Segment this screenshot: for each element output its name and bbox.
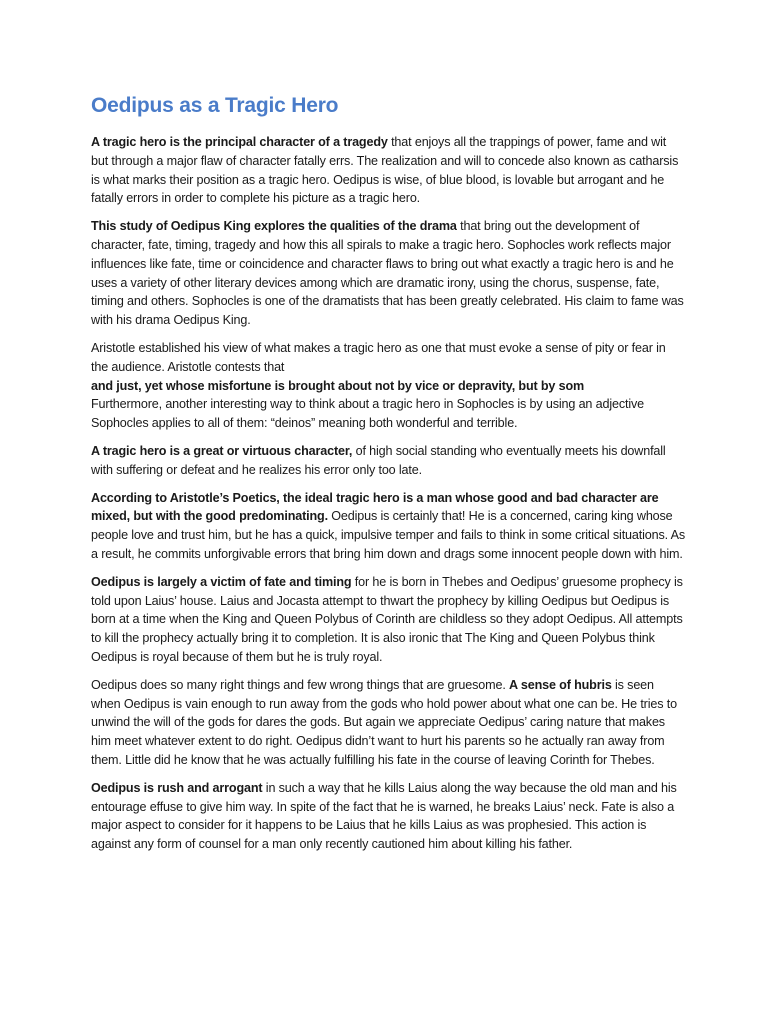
paragraph-fate-and-timing (91, 573, 685, 667)
paragraph-lead-text: Oedipus does so many right things and few wrong things that are gruesome. (91, 677, 510, 692)
paragraph-body: in such a way that he kills Laius along the way because the old man and his entourage effuse to give him way. In spite of the fact that he is warned, he breaks Laius’ neck. Fate is also a major aspect to consider for it happens to be Laius that he kills Laius as was prophesied. This action is against any form of counsel for a man only recently cautioned him about killing his father. (91, 780, 677, 852)
document-title: Oedipus as a Tragic Hero (91, 94, 339, 117)
paragraph-aristotle-poetics (91, 489, 685, 564)
paragraph-lead-bold: Oedipus is rush and arrogant (91, 780, 263, 795)
paragraph-lead-bold: This study of Oedipus King explores the qualities of the drama (91, 219, 457, 234)
paragraph-tragic-hero-definition (91, 133, 685, 208)
paragraph-body: Oedipus is certainly that! He is a concerned, caring king whose people love and trust him, but he has a quick, impulsive temper and fails to think in some critical situations. As a result, he commits unforgivable errors that bring him down and drags some innocent people down with him. (91, 509, 686, 561)
paragraph-study-of-oedipus (91, 217, 685, 330)
paragraph-body: for he is born in Thebes and Oedipus’ gruesome prophecy is told upon Laius’ house. Laius and Jocasta attempt to thwart the prophecy by killing Oedipus but Oedipus is born at a time when the King and Queen Polybus of Corinth are childless so they adopt Oedipus. All attempts to kill the prophecy actually bring it to completion. It is also ironic that The King and Queen Polybus think Oedipus is royal because of them but he is truly royal. (91, 574, 683, 664)
paragraph-rush-and-arrogant (91, 779, 685, 854)
paragraph-lead-bold: Oedipus is largely a victim of fate and timing (91, 574, 352, 589)
paragraph-lead-bold: A tragic hero is a great or virtuous character, (91, 443, 353, 458)
document-page (91, 92, 685, 863)
paragraph-body: that enjoys all the trappings of power, fame and wit but through a major flaw of character fatally errs. The realization and will to concede also known as catharsis is what marks their position as a tragic hero. Oedipus is wise, of blue blood, is lovable but arrogant and he fatally errors in order to complete his picture as a tragic hero. (91, 135, 679, 206)
paragraph-bold-line: and just, yet whose misfortune is brought about not by vice or depravity, but by som (91, 378, 585, 393)
paragraph-great-virtuous-character (91, 442, 685, 480)
paragraph-body-continued: Furthermore, another interesting way to think about a tragic hero in Sophocles is by using an adjective Sophocles applies to all of them: “deinos” meaning both wonderful and terrible. (91, 397, 644, 431)
paragraph-aristotle-view (91, 339, 685, 433)
paragraph-body: of high social standing who eventually meets his downfall with suffering or defeat and he realizes his error only too late. (91, 443, 666, 477)
paragraph-body: that bring out the development of character, fate, timing, tragedy and how this all spirals to make a tragic hero. Sophocles work reflects major influences like fate, time or coincidence and character flaws to bring out what exactly a tragic hero is and he uses a variety of other literary devices among which are dramatic irony, using the chorus, suspense, fate, timing and others. Sophocles is one of the dramatists that has been greatly celebrated. His claim to fame was with his drama Oedipus King. (91, 219, 684, 328)
paragraph-inline-bold: A sense of hubris (509, 677, 612, 692)
paragraph-lead-bold: A tragic hero is the principal character of a tragedy (91, 135, 388, 149)
paragraph-body: is seen when Oedipus is vain enough to run away from the gods who hold power about what one can be. He tries to unwind the will of the gods for dares the gods. But again we appreciate Oedipus’ caring nature that makes him meet whatever extent to do right. Oedipus didn’t want to hurt his parents so he actually ran away from them. Little did he know that he was actually fulfilling his fate in the course of leaving Corinth for Thebes. (91, 677, 677, 767)
paragraph-lead-bold: According to Aristotle’s Poetics, the ideal tragic hero is a man whose good and bad character are mixed, but with the good predominating. (91, 490, 659, 524)
paragraph-sense-of-hubris (91, 676, 685, 770)
paragraph-body: Aristotle established his view of what makes a tragic hero as one that must evoke a sense of pity or fear in the audience. Aristotle contests that (91, 340, 666, 374)
